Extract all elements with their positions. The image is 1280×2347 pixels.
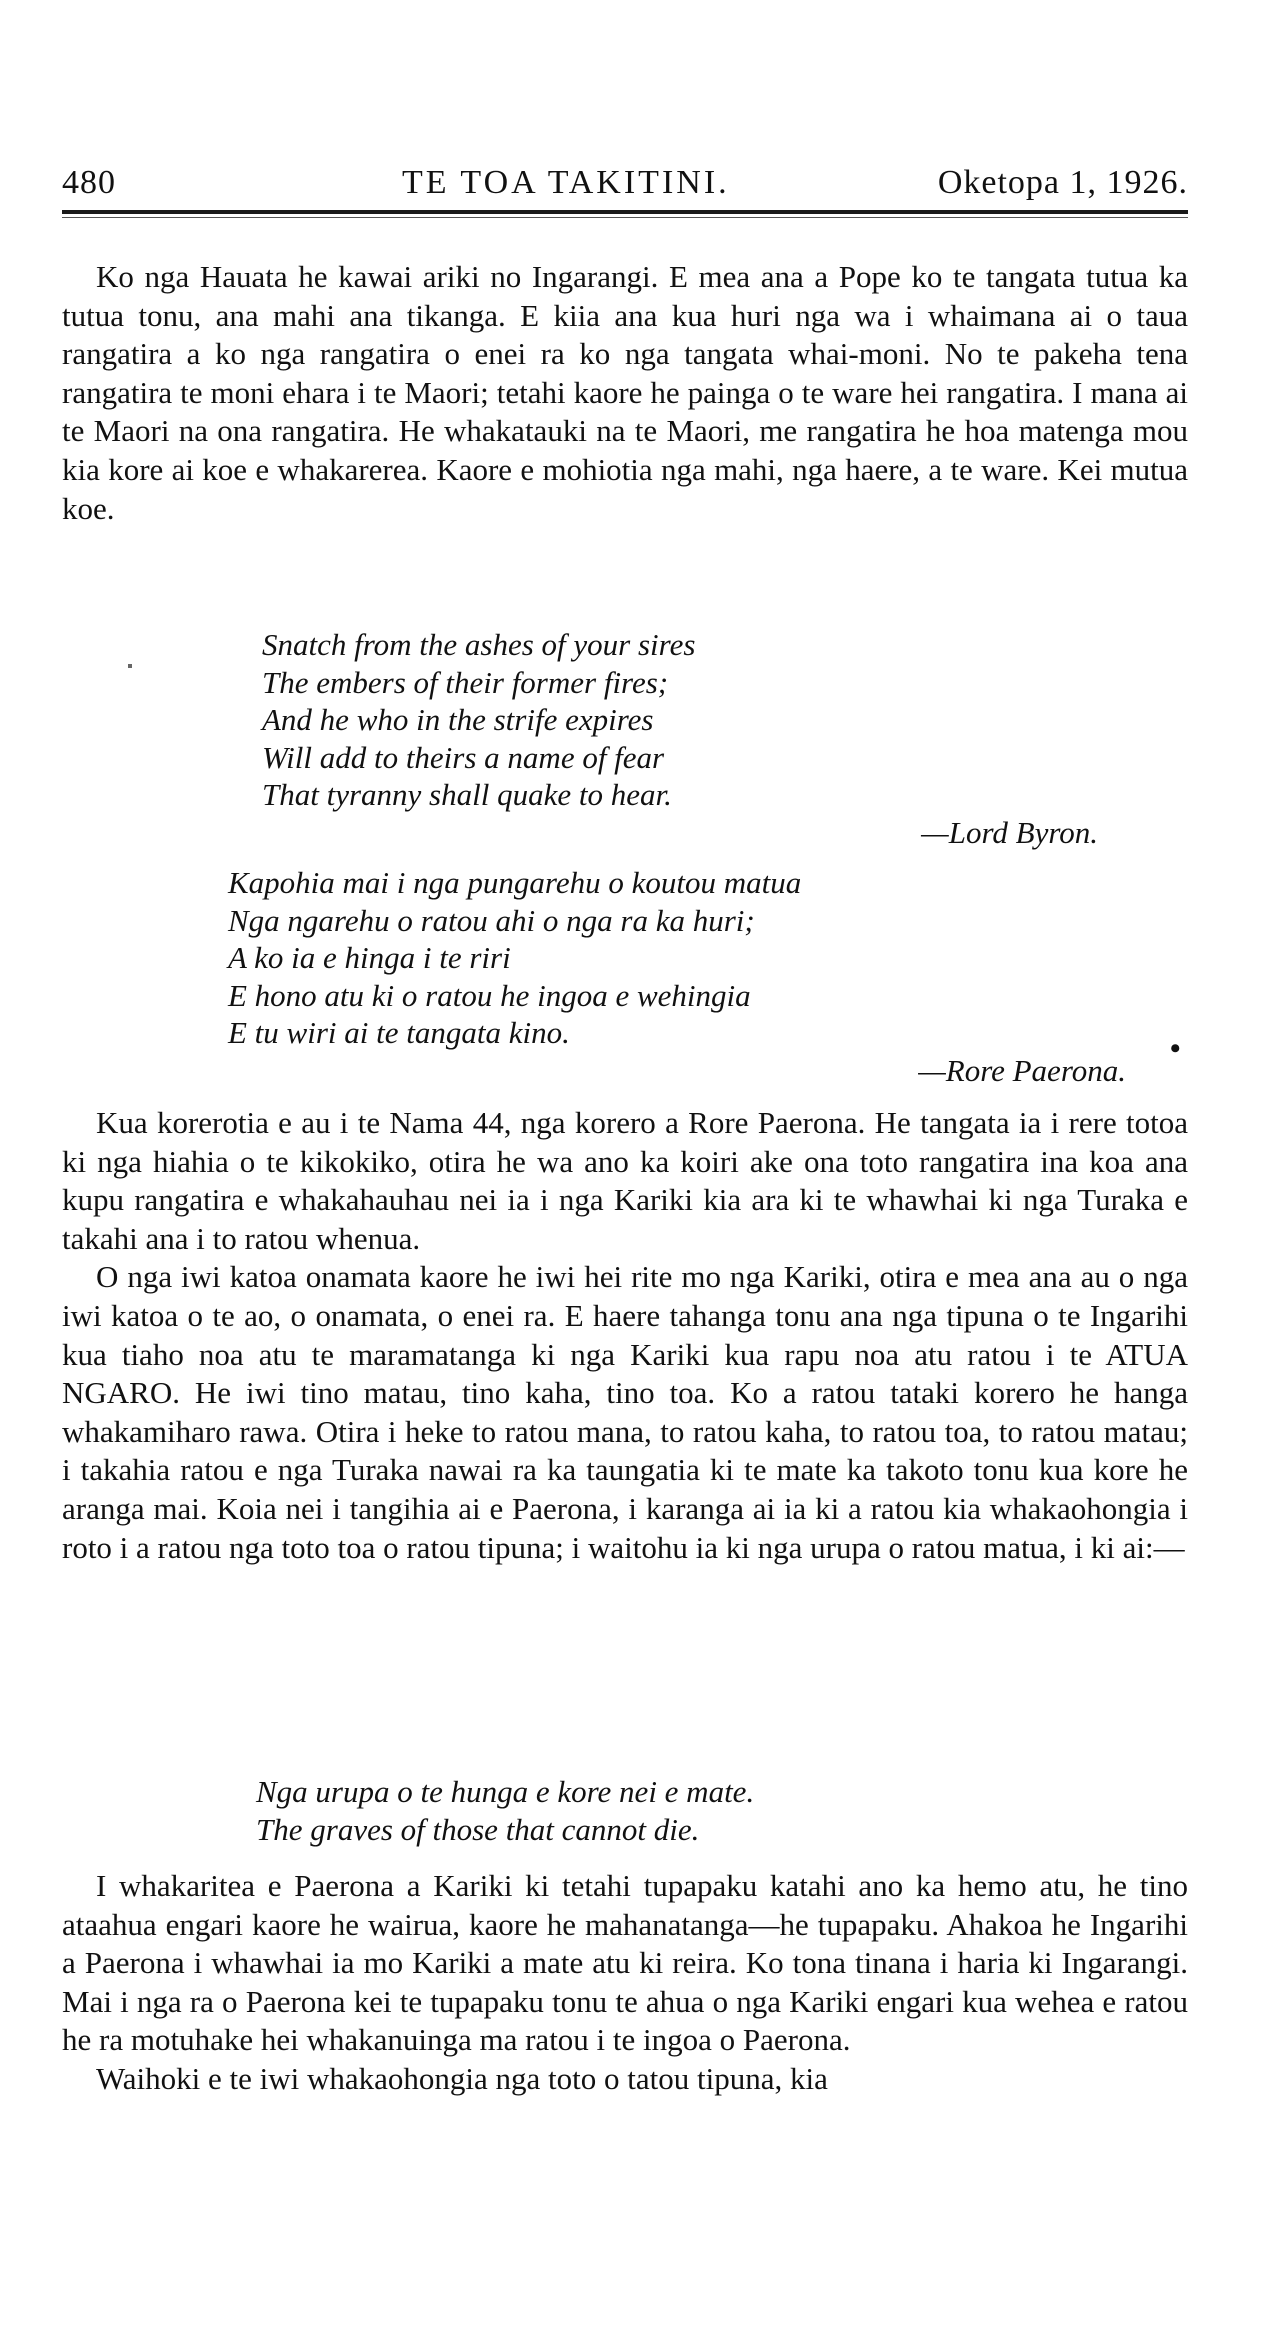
header-rule xyxy=(62,210,1188,214)
verse-line: And he who in the strife expires xyxy=(262,702,654,737)
paragraph-kariki xyxy=(62,1104,1188,1567)
paragraph: I whakaritea e Paerona a Kariki ki tetahi tupapaku katahi ano ka hemo atu, he tino ataahua engari kaore he wairua, kaore he mahanatanga—he tupapaku. Ahakoa he Ingarihi a Paerona i whawhai ia mo Kariki a mate atu ki reira. Ko tona tinana i haria ki Ingarangi. Mai i nga ra o Paerona kei te tupapaku tonu te ahua o nga Kariki engari kua wehea e ratou he ra motuhake hei whakanuinga ma ratou i te ingoa o Paerona. xyxy=(62,1868,1188,2058)
verse-line: Snatch from the ashes of your sires xyxy=(262,627,696,662)
paragraph-paerona xyxy=(62,1867,1188,2099)
paragraph: Waihoki e te iwi whakaohongia nga toto o tatou tipuna, kia xyxy=(96,2060,828,2096)
issue-date: Oketopa 1, 1926. xyxy=(937,164,1188,201)
verse-line: The graves of those that cannot die. xyxy=(256,1811,700,1847)
verse-line: That tyranny shall quake to hear. xyxy=(262,777,672,812)
print-speck xyxy=(128,664,132,668)
journal-title: TE TOA TAKITINI. xyxy=(402,164,730,201)
paragraph: O nga iwi katoa onamata kaore he iwi hei rite mo nga Kariki, otira e mea ana au o nga iwi katoa o te ao, o onamata, o enei ra. E haere tahanga tonu ana nga tipuna o te Ingarihi kua tiaho noa atu te maramatanga ki nga Kariki kua rapu noa atu ratou i te ATUA NGARO. He iwi tino matau, tino kaha, tino toa. Ko a ratou tataki korero he hanga whakamiharo rawa. Otira i heke to ratou mana, to ratou kaha, to ratou toa, to ratou matau; i takahia ratou e nga Turaka nawai ra ka taungatia ki te mate ka takoto tonu kua kore he aranga mai. Koia nei i tangihia ai e Paerona, i karanga ai ia ki a ratou kia whakaohongia i roto i a ratou nga toto toa o ratou tipuna; i waitohu ia ki nga urupa o ratou matua, i ki ai:— xyxy=(62,1259,1188,1565)
verse-line: Nga ngarehu o ratou ahi o nga ra ka huri; xyxy=(228,902,755,938)
verse-line: Kapohia mai i nga pungarehu o koutou matua xyxy=(228,865,802,900)
running-header xyxy=(62,164,1188,204)
paragraph: Ko nga Hauata he kawai ariki no Ingarangi. E mea ana a Pope ko te tangata tutua ka tutua tonu, ana mahi ana tikanga. E kiia ana kua huri nga wa i whaimana ai o taua rangatira a ko nga rangatira o enei ra ko nga tangata whai-moni. No te pakeha tena rangatira te moni ehara i te Maori; tetahi kaore he painga o te ware hei rangatira. I mana ai te Maori na ona rangatira. He whakatauki na te Maori, me rangatira he hoa matenga mou kia kore ai koe e whakarerea. Kaore e mohiotia nga mahi, nga haere, a te ware. Kei mutua koe. xyxy=(62,259,1188,526)
verse-line: E hono atu ki o ratou he ingoa e wehingia xyxy=(228,977,751,1013)
verse-attribution: —Lord Byron. xyxy=(921,814,1098,850)
verse-attribution: —Rore Paerona. xyxy=(918,1052,1126,1088)
header-rule-thin xyxy=(62,217,1188,218)
verse-line: The embers of their former fires; xyxy=(262,664,669,700)
paragraph-pope-rangatira xyxy=(62,258,1188,528)
graves-verse xyxy=(256,1773,1056,1848)
verse-line: Will add to theirs a name of fear xyxy=(262,739,665,775)
page-number: 480 xyxy=(62,164,116,201)
verse-line: E tu wiri ai te tangata kino. xyxy=(228,1015,570,1050)
verse-line: Nga urupa o te hunga e kore nei e mate. xyxy=(256,1774,755,1809)
margin-mark: • xyxy=(1170,1032,1181,1065)
byron-verse xyxy=(262,626,1098,851)
verse-line: A ko ia e hinga i te riri xyxy=(228,940,511,975)
paragraph: Kua korerotia e au i te Nama 44, nga korero a Rore Paerona. He tangata ia i rere totoa ki nga hiahia o te kikokiko, otira he wa ano ka koiri ake ona toto rangatira ina koa ana kupu rangatira e whakahauhau nei ia i nga Kariki kia ara ki te whawhai ki nga Turaka e takahi ana i to ratou whenua. xyxy=(62,1105,1188,1256)
maori-verse xyxy=(228,864,1126,1089)
